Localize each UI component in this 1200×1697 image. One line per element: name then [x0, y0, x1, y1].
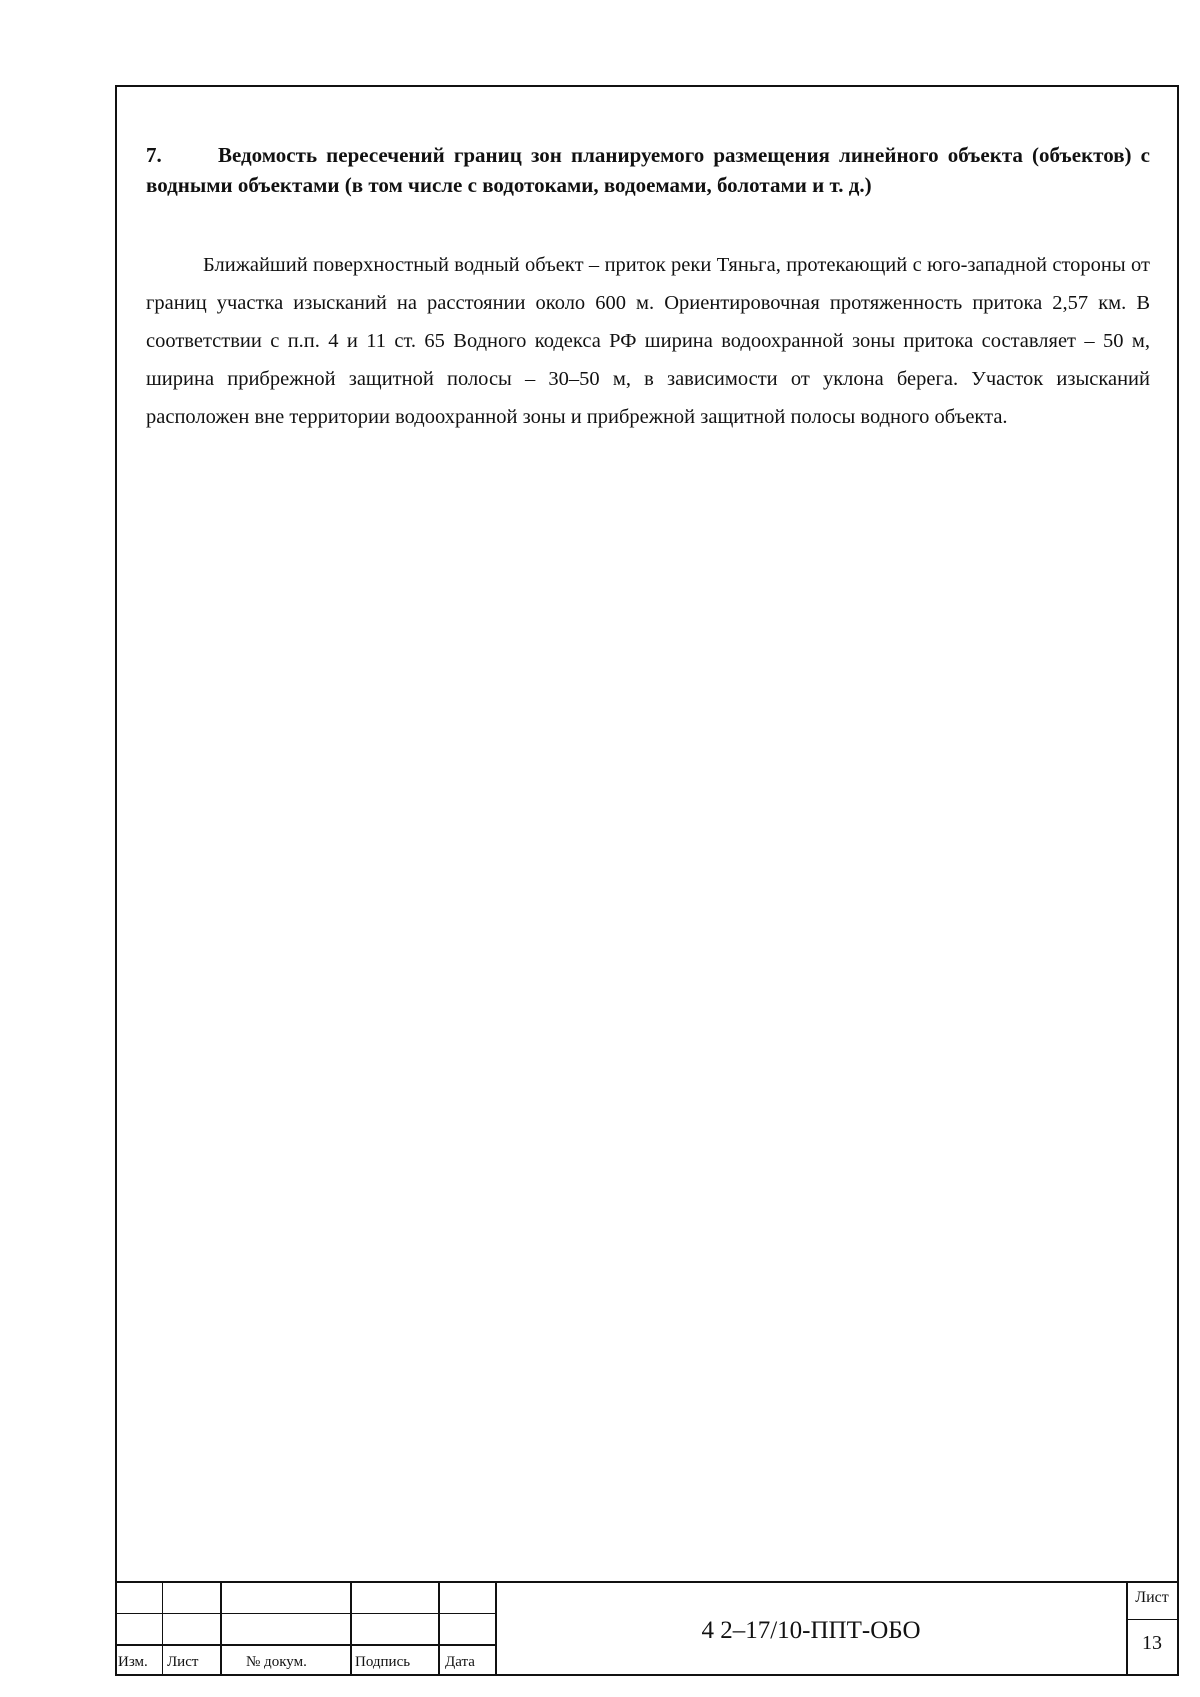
- col-label-date: Дата: [445, 1654, 475, 1670]
- col-label-list: Лист: [167, 1654, 199, 1670]
- body-paragraph: Ближайший поверхностный водный объект – приток реки Тяньга, протекающий с юго-западной стороны от границ участка изысканий на расстоянии около 600 м. Ориентировочная протяженность притока 2,57 км. В соответствии с п.п. 4 и 11 ст. 65 Водного кодекса РФ ширина водоохранной зоны притока составляет – 50 м, ширина прибрежной защитной полосы – 30–50 м, в зависимости от уклона берега. Участок изысканий расположен вне территории водоохранной зоны и прибрежной защитной полосы водного объекта.: [146, 254, 1150, 428]
- col-label-signature: Подпись: [355, 1654, 411, 1670]
- section-number: 7.: [146, 143, 162, 167]
- sheet-label: Лист: [1135, 1589, 1169, 1606]
- document-code: 4 2–17/10-ППТ-ОБО: [701, 1617, 921, 1644]
- col-label-izm: Изм.: [118, 1654, 148, 1670]
- section-title: Ведомость пересечений границ зон планируемого размещения линейного объекта (объектов) с водными объектами (в том числе с водотоками, водоемами, болотами и т. д.): [146, 143, 1150, 197]
- sheet-number: 13: [1142, 1632, 1162, 1654]
- section-heading: [146, 140, 1150, 200]
- col-label-doc-number: № докум.: [246, 1654, 307, 1670]
